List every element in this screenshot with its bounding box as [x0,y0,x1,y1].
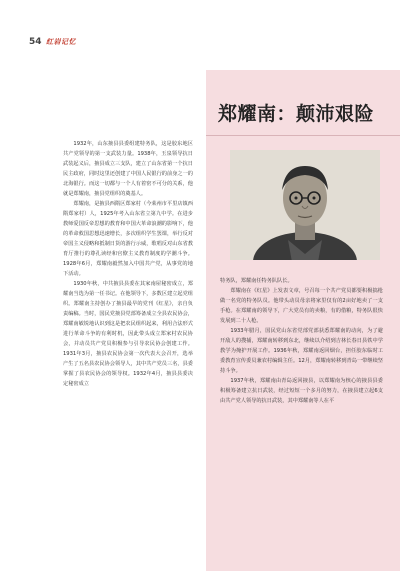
article-body-left [63,139,193,389]
paragraph: 郑耀南在《红星》上发表文章，号召每一个共产党员都要积极搞枪做一名党的特务队员。他带头动员母亲将家里仅有的2亩好地卖了一支手枪。在郑耀南的领导下，广大党员有的卖粮，有的借粮，特务队很快发展到二十人枪。 [220,288,383,324]
page-number: 54 [29,37,42,47]
article-body-right [220,276,383,406]
paragraph: 郑耀南，是掖县西隋区郑家村（今莱州市平里店镇西隋郑家村）人，1925年考入山东省立第九中学。在进步教师爱国反帝思想的教育和中国大革命浪潮的影响下，他的革命救国思想迅速增长，多次组织学生罢课，举行反对帝国主义侵略和抵制日货的游行示威，歌唱反对山东省教育厅推行的尊孔读经和官僚主义教育制度的学潮斗争。1928年6月，郑耀南毅然加入中国共产党，从事党的地下活动。 [63,201,193,277]
article-title: 郑耀南：颠沛艰险 [218,103,375,125]
paragraph: 1932年，山东掖县县委组建特务队，这是胶东地区共产党领导的第一支武装力量。1938年，玉泉领导抗日武装起义后，掖县成立三支队，建立了山东省第一个抗日民主政府，同时这里还创建了中国人民银行的前身之一的北海银行。而这一切都与一个人有着密不可分的关系，他就是郑耀南，掖县党组织的奠基人。 [63,141,193,197]
paragraph: 特务队，郑耀南任特务队队长。 [220,278,293,284]
section-tag: 红岩记忆 [46,38,76,46]
title-rule [206,135,400,136]
paragraph: 1930年秋，中共掖县县委在其家南屋秘密成立，郑耀南当选为第一任书记。在他领导下，多数区建立起党组织。郑耀南主持创办了掖县最早的党刊《红星》，亲自负责编稿。当时，国民党掖县党部筹备成立全县农民协会，郑耀南敏锐地认识到这是把农民组织起来，利用合法形式进行革命斗争的有利时机，因此带头成立郑家村农民协会，并动员共产党员积极参与引导农民协会创建工作。1931年3月，掖县农民协会第一次代表大会召开，选举产生了五名县农民协会领导人，其中共产党员三名，县委掌握了县农民协会的领导权。1932年4月，掖县县委决定秘密成立 [63,281,193,387]
paragraph: 1933年腊月，国民党山东省党部党部获悉郑耀南的动向，为了避开敌人的搜捕，郑耀南转移到东北，继续以介绍到吉林长春日县铁中学教学为掩护开展工作。1936年秋，郑耀南返回烟台，担任胶东临时工委教育宣传委员兼农村编辑主任。12月，郑耀南转移到青岛一带继续坚持斗争。 [220,328,383,374]
paragraph: 1937年秋，郑耀南由青岛返回掖县，以郑耀南为核心的掖县县委积极筹备建立抗日武装，经过短短一个多月的努力，在掖县建立起6支由共产党人领导的抗日武装，其中郑耀南等人在平 [220,378,383,404]
portrait-photo [230,150,380,260]
portrait-drawing [230,150,380,260]
